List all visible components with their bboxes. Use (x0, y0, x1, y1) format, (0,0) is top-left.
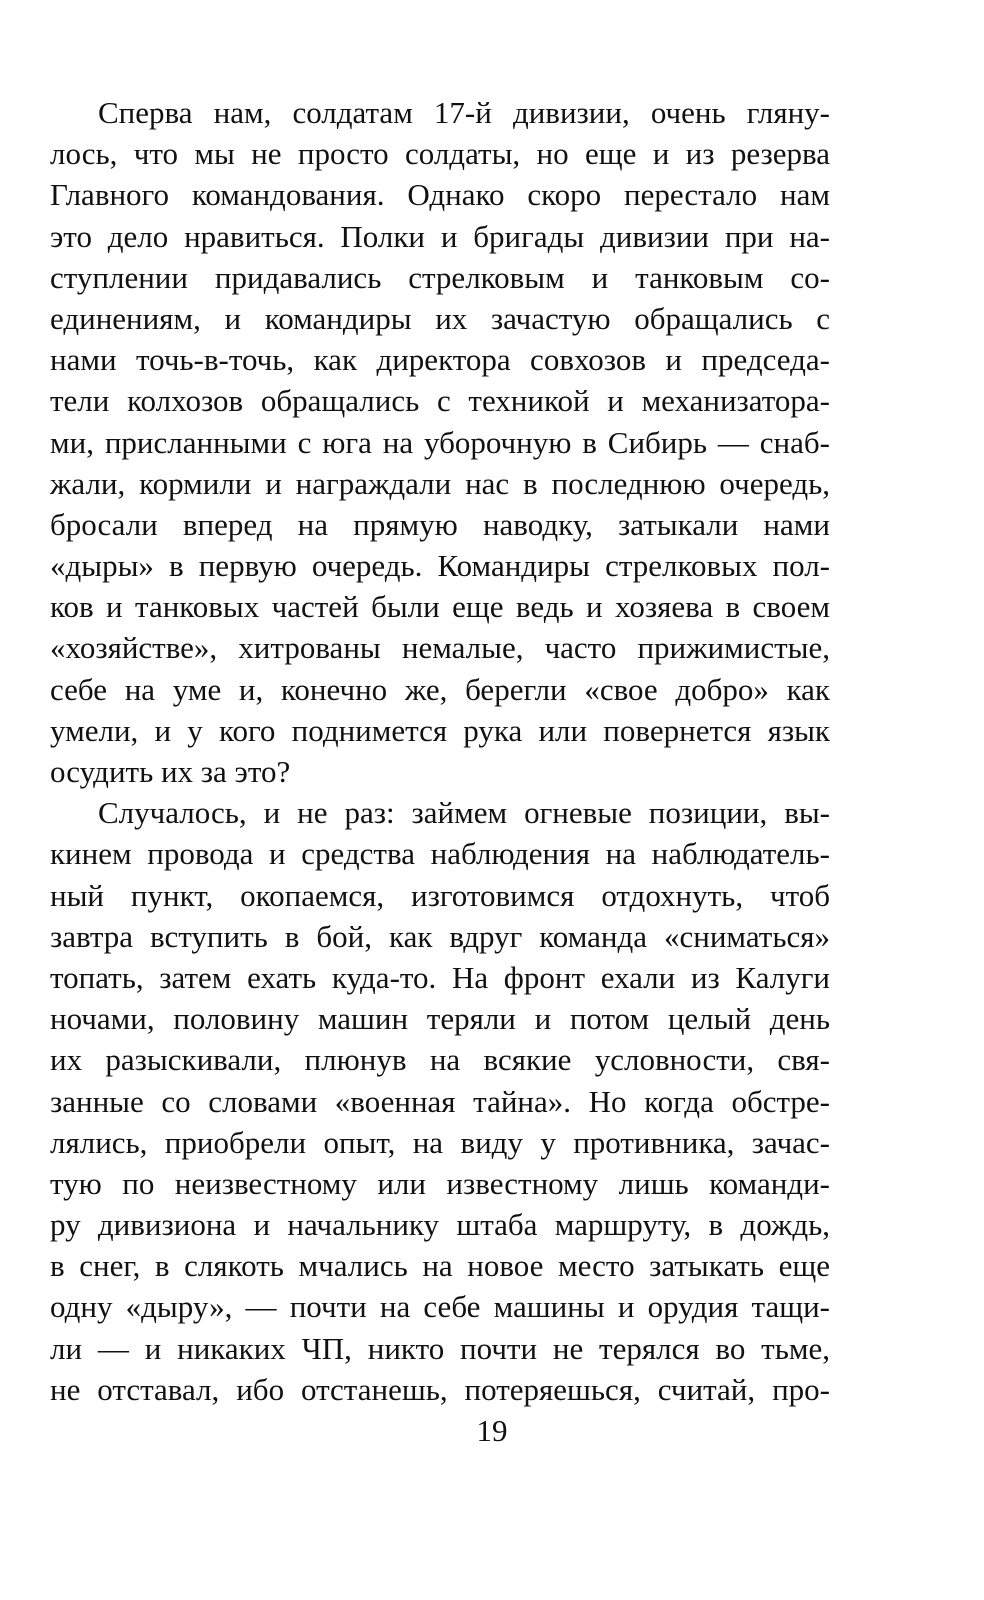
body-text (50, 92, 830, 1410)
text-line: кинем провода и средства наблюдения на наблюдатель- (50, 836, 830, 872)
text-line: ночами, половину машин теряли и потом целый день (50, 1001, 830, 1037)
text-line: осудить их за это? (50, 754, 291, 789)
text-line: «хозяйстве», хитрованы немалые, часто прижимистые, (50, 630, 830, 666)
text-line: бросали вперед на прямую наводку, затыкали нами (50, 506, 830, 542)
text-line: одну «дыру», — почти на себе машины и орудия тащи- (50, 1289, 830, 1325)
text-line: себе на уме и, конечно же, берегли «свое добро» как (50, 671, 830, 707)
text-line: лось, что мы не просто солдаты, но еще и из резерва (50, 136, 830, 172)
text-line: ру дивизиона и начальнику штаба маршруту, в дождь, (50, 1207, 830, 1243)
paragraph-2 (50, 792, 830, 1410)
text-line: ный пункт, окопаемся, изготовимся отдохнуть, чтоб (50, 877, 830, 913)
text-line: ли — и никаких ЧП, никто почти не терялся во тьме, (50, 1330, 830, 1366)
text-line: завтра вступить в бой, как вдруг команда «сниматься» (50, 918, 830, 954)
text-line: ступлении придавались стрелковым и танковым со- (50, 259, 830, 295)
page-number: 19 (476, 1413, 508, 1448)
text-line: это дело нравиться. Полки и бригады дивизии при на- (50, 218, 830, 254)
text-line: их разыскивали, плюнув на всякие условности, свя- (50, 1042, 830, 1078)
text-line: ми, присланными с юга на уборочную в Сибирь — снаб- (50, 424, 830, 460)
text-line: ков и танковых частей были еще ведь и хозяева в своем (50, 589, 830, 625)
text-line: лялись, приобрели опыт, на виду у противника, зачас- (50, 1124, 830, 1160)
text-line: тую по неизвестному или известному лишь команди- (50, 1165, 830, 1201)
text-line: Главного командования. Однако скоро перестало нам (50, 177, 830, 213)
text-line: единениям, и командиры их зачастую обращались с (50, 300, 830, 336)
text-line: Случалось, и не раз: займем огневые позиции, вы- (98, 795, 830, 831)
text-line: тели колхозов обращались с техникой и механизатора- (50, 383, 830, 419)
text-line: топать, затем ехать куда-то. На фронт ехали из Калуги (50, 959, 830, 995)
text-line: не отставал, ибо отстанешь, потеряешься, считай, про- (50, 1371, 830, 1407)
text-line: в снег, в слякоть мчались на новое место затыкать еще (50, 1248, 830, 1284)
text-line: «дыры» в первую очередь. Командиры стрелковых пол- (50, 548, 830, 584)
paragraph-1 (50, 92, 830, 792)
text-line: жали, кормили и награждали нас в последнюю очередь, (50, 465, 830, 501)
text-line: Сперва нам, солдатам 17-й дивизии, очень гляну- (98, 95, 830, 130)
text-line: нами точь-в-точь, как директора совхозов и председа- (50, 342, 830, 378)
text-line: занные со словами «военная тайна». Но когда обстре- (50, 1083, 830, 1119)
text-line: умели, и у кого поднимется рука или повернется язык (50, 712, 830, 748)
